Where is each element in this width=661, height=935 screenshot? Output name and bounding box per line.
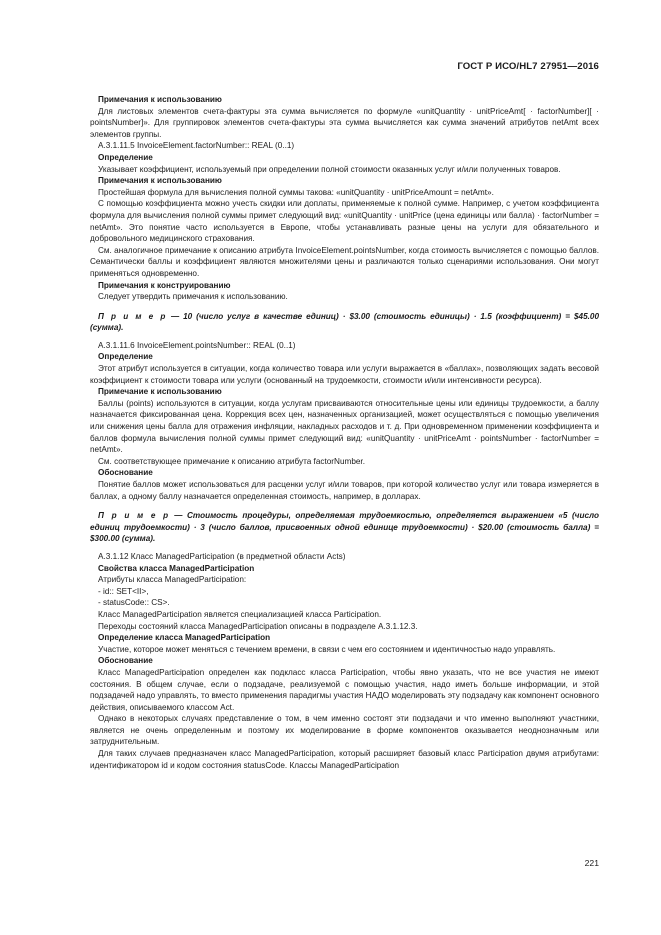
definition-heading: Определение: [98, 152, 153, 162]
paragraph: См. соответствующее примечание к описанию атрибута factorNumber.: [98, 456, 365, 466]
paragraph: См. аналогичное примечание к описанию атрибута InvoiceElement.pointsNumber, когда стоимость вычисляется с помощью баллов. Семантически баллы и коэффициент являются множителями цены и различаются только сценариями использования. Они могут применяться одновременно.: [90, 245, 599, 278]
section-points-number-title: A.3.1.11.6 InvoiceElement.pointsNumber:: REAL (0..1): [98, 340, 296, 350]
class-properties-heading: Свойства класса ManagedParticipation: [98, 563, 255, 573]
construction-notes-text: Следует утвердить примечания к использованию.: [98, 292, 288, 302]
rationale-heading: Обоснование: [98, 656, 153, 666]
attributes-label: Атрибуты класса ManagedParticipation:: [98, 575, 247, 585]
page-content: [90, 94, 599, 771]
paragraph: С помощью коэффициента можно учесть скидки или доплаты, применяемые к полной сумме. Например, с учетом коэффициента формула для вычисления полной суммы примет следующий вид: «unitQuantity · unitPrice (цена единицы или балла) · factorNumber = netAmt». Это понятие часто используется в Европе, чтобы устанавливать разные цены на услуги для обязательного и добровольного медицинского страхования.: [90, 199, 599, 244]
paragraph: Простейшая формула для вычисления полной суммы такова: «unitQuantity · unitPriceAmount = netAmt».: [98, 187, 494, 197]
page-number: 221: [584, 858, 599, 868]
paragraph: Баллы (points) используются в ситуации, когда услугам присваиваются относительные цены или единицы трудоемкости, а баллу назначается фиксированная цена. Коррекция всех цен, назначенных организацией, может осуществляться с помощью увеличения или снижения цены балла для отражения инфляции, накладных расходов и т. д. При одновременном применении коэффициента и баллов формула вычисления полной суммы примет следующий вид: «unitQuantity · unitPriceAmt · pointsNumber · factorNumber = netAmt».: [90, 398, 599, 455]
usage-notes-heading: Примечания к использованию: [98, 176, 222, 186]
usage-note-heading: Примечание к использованию: [98, 387, 222, 397]
class-definition-heading: Определение класса ManagedParticipation: [98, 633, 271, 643]
document-header: ГОСТ Р ИСО/HL7 27951—2016: [457, 61, 599, 72]
example-points: [90, 510, 599, 545]
paragraph: Однако в некоторых случаях представление о том, в чем именно состоят эти подзадачи и что именно выполняют участники, является не очень определенным и поэтому их моделирование в форме компонентов оказывается неоднозначным или затруднительным.: [90, 714, 599, 747]
definition-text: Указывает коэффициент, используемый при определении полной стоимости оказанных услуг и/или полученных товаров.: [98, 164, 561, 174]
specialization-text: Класс ManagedParticipation является специализацией класса Participation.: [98, 609, 382, 619]
example-label: П р и м е р: [98, 311, 167, 321]
section-factor-number-title: A.3.1.11.5 InvoiceElement.factorNumber:: REAL (0..1): [98, 141, 295, 151]
definition-text: Этот атрибут используется в ситуации, когда количество товара или услуги выражается в «баллах», позволяющих задать весовой коэффициент к стоимости товара или услуги (основанный на трудоемкости, стоимости и/или интенсивности ресурса).: [90, 364, 599, 385]
usage-notes-heading: Примечания к использованию: [98, 95, 222, 104]
attribute-item: - statusCode:: CS>.: [98, 598, 170, 608]
example-factor: [90, 311, 599, 334]
attribute-item: - id:: SET<II>,: [98, 586, 149, 596]
definition-heading: Определение: [98, 352, 153, 362]
example-text: — Стоимость процедуры, определяемая трудоемкостью, определяется выражением «5 (число единиц трудоемкости) · 3 (число баллов, присвоенных одной единице трудоемкости) · $20.00 (стоимость балла) = $300.00 (сумма).: [90, 511, 599, 544]
example-text: — 10 (число услуг в качестве единиц) · $3.00 (стоимость единицы) · 1.5 (коэффициент) = $45.00 (сумма).: [90, 311, 600, 333]
section-managed-participation-title: A.3.1.12 Класс ManagedParticipation (в предметной области Acts): [98, 551, 346, 561]
rationale-heading: Обоснование: [98, 468, 153, 478]
construction-notes-heading: Примечания к конструированию: [98, 280, 231, 290]
paragraph: Для таких случаев предназначен класс ManagedParticipation, который расширяет базовый класс Participation двумя атрибутами: идентификатором id и кодом состояния statusCode. Классы ManagedParticipation: [90, 749, 599, 770]
transitions-text: Переходы состояний класса ManagedParticipation описаны в подразделе A.3.1.12.3.: [98, 621, 418, 631]
example-label: П р и м е р: [98, 511, 170, 521]
paragraph: Класс ManagedParticipation определен как подкласс класса Participation, чтобы явно указать, что не все участия не имеют состояния. В общем случае, если о подзадаче, реализуемой с помощью участия, надо иметь больше информации, и этой подзадачей надо управлять, то вместо применения парадигмы участия НАДО моделировать эту подзадачу как компонент основного действия, описываемого классом Act.: [90, 667, 599, 712]
class-definition-text: Участие, которое может меняться с течением времени, в связи с чем его состоянием и идентичностью надо управлять.: [98, 644, 556, 654]
rationale-text: Понятие баллов может использоваться для расценки услуг и/или товаров, при которой количество услуг или товара измеряется в баллах, а одному баллу назначается определенная стоимость, например, в долларах.: [90, 480, 599, 501]
usage-notes-text: Для листовых элементов счета-фактуры эта сумма вычисляется по формуле «unitQuantity · unitPriceAmt[ · factorNumber][ · pointsNumber]». Для группировок элементов счета-фактуры эта сумма вычисляется как сумма значений атрибутов netAmt всех элементов группы.: [90, 106, 599, 139]
